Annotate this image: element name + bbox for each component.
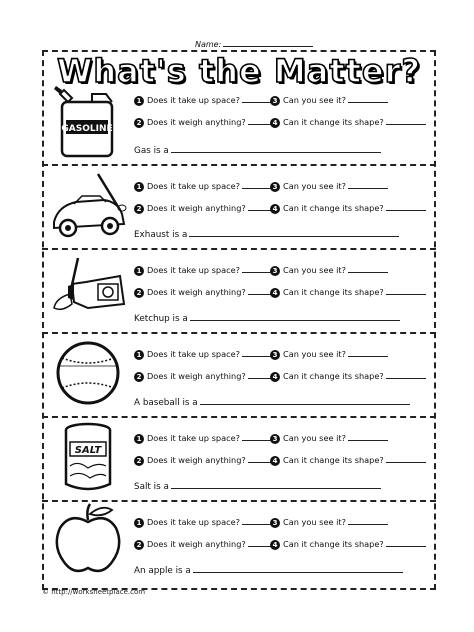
blank-space[interactable] <box>242 264 272 273</box>
answer-blank[interactable] <box>190 312 400 321</box>
number-3-badge: 3 <box>270 182 280 192</box>
number-2-badge: 2 <box>134 540 144 550</box>
question-shape: 4 Can it change its shape? <box>270 538 426 550</box>
salt-label: SALT <box>74 445 102 456</box>
blank-weigh[interactable] <box>248 370 272 379</box>
answer-blank[interactable] <box>171 144 381 153</box>
blank-weigh[interactable] <box>248 538 272 547</box>
blank-see[interactable] <box>348 432 388 441</box>
question-weigh: 2 Does it weigh anything? <box>134 202 272 214</box>
page-title: What's the Matter? <box>57 52 421 90</box>
answer-line: Exhaust is a <box>134 228 399 240</box>
blank-see[interactable] <box>348 348 388 357</box>
question-see: 3 Can you see it? <box>270 180 388 192</box>
number-4-badge: 4 <box>270 288 280 298</box>
number-2-badge: 2 <box>134 118 144 128</box>
number-3-badge: 3 <box>270 266 280 276</box>
blank-see[interactable] <box>348 180 388 189</box>
blank-shape[interactable] <box>386 370 426 379</box>
apple-icon <box>48 502 128 576</box>
question-weigh: 2 Does it weigh anything? <box>134 286 272 298</box>
blank-shape[interactable] <box>386 286 426 295</box>
answer-line: Gas is a <box>134 144 381 156</box>
blank-see[interactable] <box>348 94 388 103</box>
gasoline-label: GASOLINE <box>61 124 113 134</box>
question-see: 3 Can you see it? <box>270 432 388 444</box>
number-1-badge: 1 <box>134 518 144 528</box>
answer-line: Ketchup is a <box>134 312 400 324</box>
blank-see[interactable] <box>348 516 388 525</box>
item-section-baseball <box>42 334 436 418</box>
answer-blank[interactable] <box>200 396 410 405</box>
number-4-badge: 4 <box>270 204 280 214</box>
number-2-badge: 2 <box>134 456 144 466</box>
question-space: 1 Does it take up space? <box>134 432 272 444</box>
blank-weigh[interactable] <box>248 202 272 211</box>
question-space: 1 Does it take up space? <box>134 94 272 106</box>
answer-blank[interactable] <box>189 228 399 237</box>
name-blank[interactable] <box>223 39 313 47</box>
footer-credit: © http://worksheetplace.com <box>42 588 146 596</box>
blank-shape[interactable] <box>386 116 426 125</box>
question-shape: 4 Can it change its shape? <box>270 202 426 214</box>
number-2-badge: 2 <box>134 288 144 298</box>
question-see: 3 Can you see it? <box>270 348 388 360</box>
answer-blank[interactable] <box>171 480 381 489</box>
item-section-ketchup <box>42 250 436 334</box>
blank-space[interactable] <box>242 432 272 441</box>
item-section-salt <box>42 418 436 502</box>
blank-space[interactable] <box>242 180 272 189</box>
question-shape: 4 Can it change its shape? <box>270 286 426 298</box>
question-weigh: 2 Does it weigh anything? <box>134 538 272 550</box>
name-label: Name: <box>195 40 222 49</box>
blank-shape[interactable] <box>386 454 426 463</box>
question-shape: 4 Can it change its shape? <box>270 454 426 466</box>
number-4-badge: 4 <box>270 456 280 466</box>
question-see: 3 Can you see it? <box>270 516 388 528</box>
answer-line: Salt is a <box>134 480 381 492</box>
number-1-badge: 1 <box>134 182 144 192</box>
ketchup-bottle-icon <box>48 254 128 328</box>
question-weigh: 2 Does it weigh anything? <box>134 116 272 128</box>
blank-weigh[interactable] <box>248 454 272 463</box>
blank-see[interactable] <box>348 264 388 273</box>
number-3-badge: 3 <box>270 350 280 360</box>
blank-shape[interactable] <box>386 202 426 211</box>
salt-container-icon <box>48 420 128 494</box>
number-4-badge: 4 <box>270 540 280 550</box>
name-field <box>195 39 313 49</box>
blank-weigh[interactable] <box>248 116 272 125</box>
answer-line: A baseball is a <box>134 396 410 408</box>
answer-line: An apple is a <box>134 564 403 576</box>
question-space: 1 Does it take up space? <box>134 348 272 360</box>
question-shape: 4 Can it change its shape? <box>270 116 426 128</box>
blank-space[interactable] <box>242 348 272 357</box>
blank-weigh[interactable] <box>248 286 272 295</box>
baseball-icon <box>48 336 128 410</box>
question-weigh: 2 Does it weigh anything? <box>134 454 272 466</box>
question-space: 1 Does it take up space? <box>134 516 272 528</box>
number-1-badge: 1 <box>134 350 144 360</box>
blank-space[interactable] <box>242 94 272 103</box>
blank-space[interactable] <box>242 516 272 525</box>
question-space: 1 Does it take up space? <box>134 264 272 276</box>
question-see: 3 Can you see it? <box>270 94 388 106</box>
number-3-badge: 3 <box>270 434 280 444</box>
number-1-badge: 1 <box>134 434 144 444</box>
number-4-badge: 4 <box>270 118 280 128</box>
question-see: 3 Can you see it? <box>270 264 388 276</box>
number-4-badge: 4 <box>270 372 280 382</box>
number-2-badge: 2 <box>134 372 144 382</box>
gasoline-can-icon <box>48 84 128 158</box>
number-1-badge: 1 <box>134 96 144 106</box>
number-3-badge: 3 <box>270 96 280 106</box>
blank-shape[interactable] <box>386 538 426 547</box>
question-weigh: 2 Does it weigh anything? <box>134 370 272 382</box>
question-space: 1 Does it take up space? <box>134 180 272 192</box>
item-section-exhaust <box>42 166 436 250</box>
answer-blank[interactable] <box>193 564 403 573</box>
question-shape: 4 Can it change its shape? <box>270 370 426 382</box>
number-3-badge: 3 <box>270 518 280 528</box>
car-exhaust-icon <box>48 170 128 244</box>
number-2-badge: 2 <box>134 204 144 214</box>
number-1-badge: 1 <box>134 266 144 276</box>
item-section-apple <box>42 502 436 586</box>
item-section-gasoline <box>42 82 436 166</box>
